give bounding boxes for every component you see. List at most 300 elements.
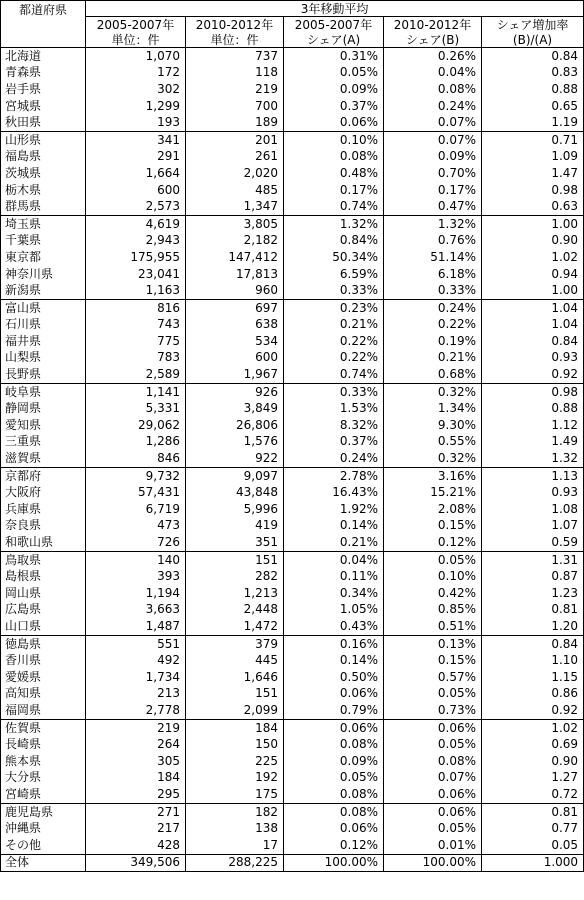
- share-b: 0.51%: [384, 618, 482, 635]
- share-a: 0.08%: [284, 736, 384, 753]
- table-row: [1, 417, 584, 434]
- prefecture-name: 新潟県: [1, 282, 86, 299]
- share-b: 0.05%: [384, 736, 482, 753]
- table-row: [1, 837, 584, 854]
- cases-2010-2012: 5,996: [186, 501, 284, 518]
- header-col3-line2: シェア(A): [284, 32, 384, 48]
- cases-2010-2012: 1,213: [186, 585, 284, 602]
- cases-2010-2012: 1,472: [186, 618, 284, 635]
- cases-2010-2012: 192: [186, 770, 284, 787]
- cases-2010-2012: 1,967: [186, 366, 284, 383]
- table-row: [1, 165, 584, 182]
- table-row: [1, 249, 584, 266]
- prefecture-name: 広島県: [1, 602, 86, 619]
- share-ratio: 1.08: [482, 501, 584, 518]
- share-a: 0.06%: [284, 719, 384, 736]
- share-a: 0.08%: [284, 803, 384, 820]
- cases-2005-2007: 600: [86, 182, 186, 199]
- table-row: [1, 350, 584, 367]
- prefecture-name: 京都府: [1, 467, 86, 484]
- share-a: 0.09%: [284, 81, 384, 98]
- cases-2005-2007: 23,041: [86, 266, 186, 283]
- share-b: 0.26%: [384, 48, 482, 65]
- cases-2010-2012: 189: [186, 114, 284, 131]
- table-row: [1, 618, 584, 635]
- share-a: 0.08%: [284, 786, 384, 803]
- cases-2005-2007: 1,194: [86, 585, 186, 602]
- table-row: [1, 635, 584, 652]
- cases-2005-2007: 1,163: [86, 282, 186, 299]
- share-ratio: 0.93: [482, 350, 584, 367]
- cases-2010-2012: 445: [186, 652, 284, 669]
- share-ratio: 1.19: [482, 114, 584, 131]
- header-col1-line2: 単位：件: [86, 32, 186, 48]
- prefecture-name: 福島県: [1, 149, 86, 166]
- prefecture-name: 三重県: [1, 434, 86, 451]
- prefecture-name: 福岡県: [1, 702, 86, 719]
- prefecture-name: 徳島県: [1, 635, 86, 652]
- share-ratio: 1.49: [482, 434, 584, 451]
- header-col4-line1: 2010-2012年: [384, 17, 482, 33]
- header-col5-line2: (B)/(A): [482, 32, 584, 48]
- cases-2010-2012: 1,576: [186, 434, 284, 451]
- cases-2005-2007: 2,573: [86, 198, 186, 215]
- cases-2005-2007: 184: [86, 770, 186, 787]
- cases-2010-2012: 175: [186, 786, 284, 803]
- share-b: 0.05%: [384, 686, 482, 703]
- table-row: [1, 568, 584, 585]
- prefecture-name: 群馬県: [1, 198, 86, 215]
- share-ratio: 1.23: [482, 585, 584, 602]
- cases-2005-2007: 428: [86, 837, 186, 854]
- cases-2010-2012: 697: [186, 299, 284, 316]
- share-a: 0.24%: [284, 450, 384, 467]
- share-a: 0.21%: [284, 317, 384, 334]
- prefecture-name: 秋田県: [1, 114, 86, 131]
- cases-2005-2007: 743: [86, 317, 186, 334]
- cases-2005-2007: 783: [86, 350, 186, 367]
- share-ratio: 0.98: [482, 182, 584, 199]
- share-b: 0.70%: [384, 165, 482, 182]
- table-row: [1, 317, 584, 334]
- share-ratio: 0.77: [482, 820, 584, 837]
- cases-2005-2007: 57,431: [86, 484, 186, 501]
- table-row: [1, 501, 584, 518]
- cases-2005-2007: 264: [86, 736, 186, 753]
- cases-2010-2012: 379: [186, 635, 284, 652]
- header-col2-line1: 2010-2012年: [186, 17, 284, 33]
- cases-2005-2007: 219: [86, 719, 186, 736]
- cases-2010-2012: 26,806: [186, 417, 284, 434]
- share-b: 1.34%: [384, 400, 482, 417]
- table-row: [1, 131, 584, 148]
- share-a: 0.06%: [284, 820, 384, 837]
- table-row: [1, 770, 584, 787]
- share-b: 0.19%: [384, 333, 482, 350]
- table-row: [1, 534, 584, 551]
- share-ratio: 0.81: [482, 803, 584, 820]
- share-b: 1.32%: [384, 215, 482, 232]
- share-a: 0.21%: [284, 534, 384, 551]
- table-row: [1, 450, 584, 467]
- share-ratio: 1.12: [482, 417, 584, 434]
- share-a: 6.59%: [284, 266, 384, 283]
- share-ratio: 0.65: [482, 98, 584, 115]
- prefecture-name: 沖縄県: [1, 820, 86, 837]
- prefecture-name: 長崎県: [1, 736, 86, 753]
- prefecture-name: 岐阜県: [1, 383, 86, 400]
- cases-2005-2007: 172: [86, 65, 186, 82]
- table-row: [1, 518, 584, 535]
- cases-2005-2007: 302: [86, 81, 186, 98]
- share-b: 0.13%: [384, 635, 482, 652]
- share-ratio: 1.15: [482, 669, 584, 686]
- share-ratio: 1.20: [482, 618, 584, 635]
- cases-2010-2012: 3,805: [186, 215, 284, 232]
- table-row: [1, 81, 584, 98]
- prefecture-name: 青森県: [1, 65, 86, 82]
- share-a: 0.17%: [284, 182, 384, 199]
- prefecture-name: 宮崎県: [1, 786, 86, 803]
- share-a: 0.33%: [284, 282, 384, 299]
- share-ratio: 0.69: [482, 736, 584, 753]
- share-ratio: 1.13: [482, 467, 584, 484]
- cases-2010-2012: 261: [186, 149, 284, 166]
- total-share-a: 100.00%: [284, 854, 384, 872]
- share-ratio: 0.83: [482, 65, 584, 82]
- share-b: 3.16%: [384, 467, 482, 484]
- table-row: [1, 114, 584, 131]
- table-row: [1, 803, 584, 820]
- share-ratio: 0.88: [482, 81, 584, 98]
- share-a: 0.74%: [284, 366, 384, 383]
- cases-2005-2007: 271: [86, 803, 186, 820]
- prefecture-name: 香川県: [1, 652, 86, 669]
- header-prefecture: 都道府県: [1, 1, 86, 48]
- cases-2010-2012: 151: [186, 551, 284, 568]
- share-a: 0.43%: [284, 618, 384, 635]
- prefecture-name: 鳥取県: [1, 551, 86, 568]
- cases-2010-2012: 926: [186, 383, 284, 400]
- share-a: 0.12%: [284, 837, 384, 854]
- share-a: 1.53%: [284, 400, 384, 417]
- cases-2005-2007: 1,487: [86, 618, 186, 635]
- cases-2005-2007: 29,062: [86, 417, 186, 434]
- prefecture-name: 岡山県: [1, 585, 86, 602]
- total-share-b: 100.00%: [384, 854, 482, 872]
- prefecture-name: 福井県: [1, 333, 86, 350]
- share-a: 0.37%: [284, 434, 384, 451]
- share-a: 0.34%: [284, 585, 384, 602]
- share-b: 9.30%: [384, 417, 482, 434]
- share-a: 0.37%: [284, 98, 384, 115]
- cases-2010-2012: 2,099: [186, 702, 284, 719]
- cases-2005-2007: 492: [86, 652, 186, 669]
- share-ratio: 0.86: [482, 686, 584, 703]
- share-a: 0.23%: [284, 299, 384, 316]
- total-cases-2010: 288,225: [186, 854, 284, 872]
- share-ratio: 0.90: [482, 753, 584, 770]
- table-row: [1, 434, 584, 451]
- cases-2005-2007: 551: [86, 635, 186, 652]
- cases-2010-2012: 737: [186, 48, 284, 65]
- cases-2005-2007: 217: [86, 820, 186, 837]
- share-b: 0.24%: [384, 98, 482, 115]
- share-ratio: 1.31: [482, 551, 584, 568]
- prefecture-name: 高知県: [1, 686, 86, 703]
- share-b: 0.76%: [384, 233, 482, 250]
- share-a: 0.84%: [284, 233, 384, 250]
- prefecture-name: 大分県: [1, 770, 86, 787]
- prefecture-name: 神奈川県: [1, 266, 86, 283]
- header-moving-average: 3年移動平均: [86, 1, 584, 17]
- share-a: 2.78%: [284, 467, 384, 484]
- share-b: 0.05%: [384, 551, 482, 568]
- share-ratio: 1.00: [482, 215, 584, 232]
- table-row: [1, 753, 584, 770]
- share-a: 0.06%: [284, 686, 384, 703]
- share-a: 0.33%: [284, 383, 384, 400]
- cases-2005-2007: 4,619: [86, 215, 186, 232]
- table-row: [1, 652, 584, 669]
- cases-2005-2007: 1,664: [86, 165, 186, 182]
- share-b: 0.42%: [384, 585, 482, 602]
- table-row: [1, 484, 584, 501]
- table-row: [1, 383, 584, 400]
- share-a: 16.43%: [284, 484, 384, 501]
- cases-2005-2007: 175,955: [86, 249, 186, 266]
- share-ratio: 1.10: [482, 652, 584, 669]
- share-ratio: 0.63: [482, 198, 584, 215]
- share-b: 0.04%: [384, 65, 482, 82]
- prefecture-name: 宮城県: [1, 98, 86, 115]
- share-b: 0.21%: [384, 350, 482, 367]
- cases-2010-2012: 43,848: [186, 484, 284, 501]
- share-b: 0.22%: [384, 317, 482, 334]
- share-a: 8.32%: [284, 417, 384, 434]
- cases-2005-2007: 193: [86, 114, 186, 131]
- share-b: 0.55%: [384, 434, 482, 451]
- cases-2010-2012: 17: [186, 837, 284, 854]
- table-row: [1, 98, 584, 115]
- share-ratio: 1.00: [482, 282, 584, 299]
- share-a: 0.08%: [284, 149, 384, 166]
- share-ratio: 0.05: [482, 837, 584, 854]
- table-row: [1, 702, 584, 719]
- share-ratio: 0.87: [482, 568, 584, 585]
- share-ratio: 1.47: [482, 165, 584, 182]
- cases-2005-2007: 9,732: [86, 467, 186, 484]
- share-ratio: 0.93: [482, 484, 584, 501]
- table-row: [1, 65, 584, 82]
- table-row: [1, 820, 584, 837]
- cases-2010-2012: 700: [186, 98, 284, 115]
- cases-2005-2007: 213: [86, 686, 186, 703]
- prefecture-name: 山梨県: [1, 350, 86, 367]
- table-row: [1, 182, 584, 199]
- share-b: 0.24%: [384, 299, 482, 316]
- share-a: 0.14%: [284, 518, 384, 535]
- share-b: 0.33%: [384, 282, 482, 299]
- header-col4-line2: シェア(B): [384, 32, 482, 48]
- share-ratio: 0.90: [482, 233, 584, 250]
- prefecture-name: 石川県: [1, 317, 86, 334]
- share-ratio: 0.88: [482, 400, 584, 417]
- cases-2010-2012: 282: [186, 568, 284, 585]
- cases-2005-2007: 816: [86, 299, 186, 316]
- cases-2005-2007: 1,141: [86, 383, 186, 400]
- table-row: [1, 786, 584, 803]
- cases-2005-2007: 393: [86, 568, 186, 585]
- share-a: 0.79%: [284, 702, 384, 719]
- cases-2010-2012: 150: [186, 736, 284, 753]
- prefecture-name: 岩手県: [1, 81, 86, 98]
- cases-2010-2012: 17,813: [186, 266, 284, 283]
- cases-2005-2007: 1,734: [86, 669, 186, 686]
- cases-2005-2007: 295: [86, 786, 186, 803]
- table-row: [1, 686, 584, 703]
- cases-2005-2007: 2,943: [86, 233, 186, 250]
- share-a: 50.34%: [284, 249, 384, 266]
- share-b: 2.08%: [384, 501, 482, 518]
- share-ratio: 1.07: [482, 518, 584, 535]
- cases-2010-2012: 534: [186, 333, 284, 350]
- share-a: 0.31%: [284, 48, 384, 65]
- cases-2010-2012: 419: [186, 518, 284, 535]
- table-row: [1, 669, 584, 686]
- table-row: [1, 366, 584, 383]
- share-b: 0.17%: [384, 182, 482, 199]
- share-ratio: 1.04: [482, 299, 584, 316]
- table-row: [1, 266, 584, 283]
- share-b: 0.57%: [384, 669, 482, 686]
- share-ratio: 0.59: [482, 534, 584, 551]
- cases-2010-2012: 118: [186, 65, 284, 82]
- share-a: 0.05%: [284, 770, 384, 787]
- prefecture-name: 愛知県: [1, 417, 86, 434]
- share-a: 1.32%: [284, 215, 384, 232]
- share-b: 0.05%: [384, 820, 482, 837]
- cases-2010-2012: 485: [186, 182, 284, 199]
- table-row: [1, 602, 584, 619]
- cases-2010-2012: 3,849: [186, 400, 284, 417]
- share-b: 0.06%: [384, 786, 482, 803]
- prefecture-name: 北海道: [1, 48, 86, 65]
- share-b: 0.15%: [384, 518, 482, 535]
- share-a: 0.09%: [284, 753, 384, 770]
- share-b: 0.06%: [384, 719, 482, 736]
- share-ratio: 0.98: [482, 383, 584, 400]
- share-b: 51.14%: [384, 249, 482, 266]
- share-ratio: 0.71: [482, 131, 584, 148]
- share-a: 0.06%: [284, 114, 384, 131]
- prefecture-name: 埼玉県: [1, 215, 86, 232]
- share-b: 0.08%: [384, 753, 482, 770]
- share-a: 0.10%: [284, 131, 384, 148]
- header-col5-line1: シェア増加率: [482, 17, 584, 33]
- prefecture-name: 奈良県: [1, 518, 86, 535]
- cases-2005-2007: 846: [86, 450, 186, 467]
- share-ratio: 0.84: [482, 635, 584, 652]
- header-col2-line2: 単位：件: [186, 32, 284, 48]
- cases-2010-2012: 138: [186, 820, 284, 837]
- table-row: [1, 198, 584, 215]
- share-b: 0.32%: [384, 383, 482, 400]
- share-b: 0.07%: [384, 131, 482, 148]
- cases-2010-2012: 219: [186, 81, 284, 98]
- table-row: [1, 215, 584, 232]
- cases-2005-2007: 305: [86, 753, 186, 770]
- share-b: 0.73%: [384, 702, 482, 719]
- table-row: [1, 233, 584, 250]
- prefecture-name: 茨城県: [1, 165, 86, 182]
- prefecture-name: 富山県: [1, 299, 86, 316]
- share-b: 15.21%: [384, 484, 482, 501]
- share-b: 0.85%: [384, 602, 482, 619]
- cases-2010-2012: 9,097: [186, 467, 284, 484]
- prefecture-name: 東京都: [1, 249, 86, 266]
- share-ratio: 1.02: [482, 249, 584, 266]
- share-ratio: 0.72: [482, 786, 584, 803]
- cases-2010-2012: 922: [186, 450, 284, 467]
- cases-2010-2012: 182: [186, 803, 284, 820]
- share-b: 0.08%: [384, 81, 482, 98]
- share-b: 0.01%: [384, 837, 482, 854]
- share-b: 0.68%: [384, 366, 482, 383]
- cases-2010-2012: 184: [186, 719, 284, 736]
- cases-2010-2012: 151: [186, 686, 284, 703]
- share-a: 0.74%: [284, 198, 384, 215]
- cases-2010-2012: 351: [186, 534, 284, 551]
- prefecture-name: 栃木県: [1, 182, 86, 199]
- share-b: 0.07%: [384, 770, 482, 787]
- share-ratio: 0.84: [482, 333, 584, 350]
- share-a: 1.92%: [284, 501, 384, 518]
- cases-2010-2012: 1,347: [186, 198, 284, 215]
- prefecture-name: 山形県: [1, 131, 86, 148]
- cases-2005-2007: 1,286: [86, 434, 186, 451]
- prefecture-name: 千葉県: [1, 233, 86, 250]
- table-body: [1, 48, 584, 855]
- cases-2010-2012: 201: [186, 131, 284, 148]
- header-col3-line1: 2005-2007年: [284, 17, 384, 33]
- table-row: [1, 299, 584, 316]
- prefecture-name: 大阪府: [1, 484, 86, 501]
- prefecture-name: 熊本県: [1, 753, 86, 770]
- table-row: [1, 282, 584, 299]
- table-row: [1, 333, 584, 350]
- cases-2005-2007: 726: [86, 534, 186, 551]
- share-a: 0.04%: [284, 551, 384, 568]
- prefecture-name: 山口県: [1, 618, 86, 635]
- share-b: 0.09%: [384, 149, 482, 166]
- share-b: 0.32%: [384, 450, 482, 467]
- cases-2005-2007: 6,719: [86, 501, 186, 518]
- total-cases-2005: 349,506: [86, 854, 186, 872]
- cases-2005-2007: 775: [86, 333, 186, 350]
- share-ratio: 0.81: [482, 602, 584, 619]
- share-ratio: 0.92: [482, 366, 584, 383]
- table-row: [1, 719, 584, 736]
- cases-2010-2012: 2,448: [186, 602, 284, 619]
- cases-2005-2007: 140: [86, 551, 186, 568]
- cases-2010-2012: 2,182: [186, 233, 284, 250]
- table-row: [1, 400, 584, 417]
- cases-2010-2012: 147,412: [186, 249, 284, 266]
- prefecture-name: 和歌山県: [1, 534, 86, 551]
- share-ratio: 0.94: [482, 266, 584, 283]
- total-row: [1, 854, 584, 872]
